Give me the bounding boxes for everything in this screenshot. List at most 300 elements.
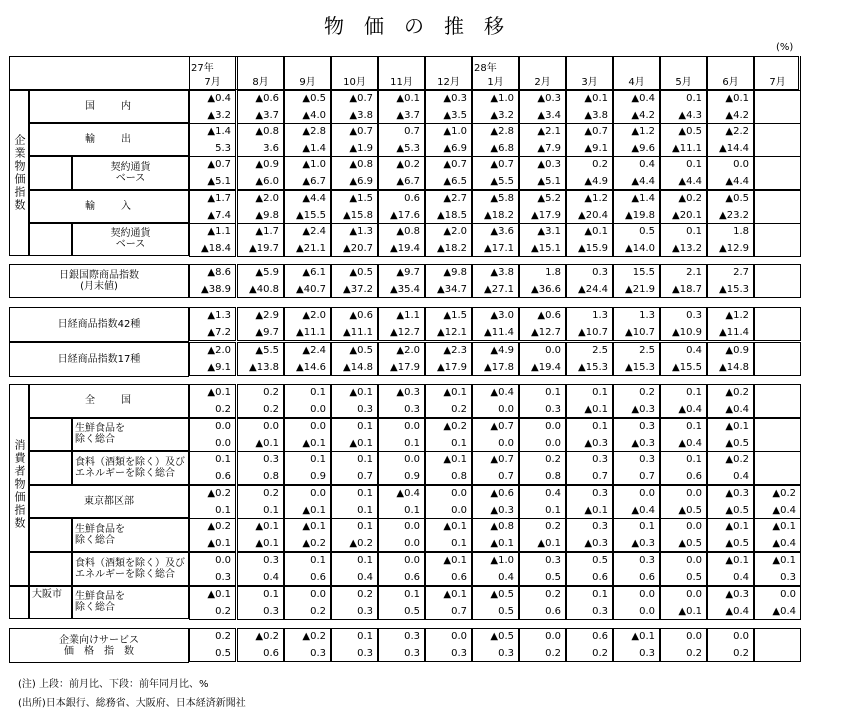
value-yoy: ▲0.3 — [490, 504, 514, 516]
value-mom: ▲0.5 — [678, 126, 702, 138]
month-header-8 — [519, 56, 566, 90]
value-yoy: 0.0 — [639, 605, 655, 617]
month-header-6 — [425, 56, 472, 90]
row-label-export: 輸 出 — [29, 123, 189, 156]
value-yoy: 0.0 — [498, 404, 514, 415]
value-mom: 0.0 — [686, 588, 702, 600]
value-yoy: ▲14.0 — [625, 242, 655, 254]
value-yoy: ▲0.4 — [725, 404, 749, 415]
value-mom: 0.3 — [639, 454, 655, 466]
value-mom: 0.3 — [686, 310, 702, 321]
value-mom: 0.0 — [780, 588, 796, 600]
value-mom: ▲2.0 — [207, 345, 231, 356]
value-mom: 0.1 — [686, 225, 702, 237]
value-mom: ▲0.5 — [490, 631, 514, 642]
value-mom: 0.1 — [357, 487, 373, 499]
month-label: 6月 — [722, 77, 739, 88]
value-mom: ▲0.7 — [584, 126, 608, 138]
value-yoy: 0.7 — [357, 471, 373, 483]
value-yoy: 0.3 — [263, 605, 279, 617]
value-yoy: ▲5.5 — [490, 176, 514, 188]
value-yoy: 0.5 — [686, 572, 702, 583]
value-mom: ▲1.4 — [207, 126, 231, 138]
value-yoy: ▲12.7 — [390, 327, 420, 338]
month-label: 12月 — [437, 77, 460, 88]
value-mom: ▲0.5 — [349, 267, 373, 278]
value-mom: ▲0.7 — [490, 420, 514, 432]
value-mom: ▲2.0 — [255, 192, 279, 204]
value-yoy: ▲9.7 — [255, 327, 279, 338]
value-yoy: ▲36.6 — [531, 284, 561, 295]
value-yoy: 3.6 — [263, 143, 279, 155]
value-mom: ▲1.3 — [349, 225, 373, 237]
value-yoy: ▲19.4 — [531, 362, 561, 373]
value-yoy: ▲0.5 — [725, 437, 749, 449]
value-mom: ▲1.3 — [207, 310, 231, 321]
value-yoy: 0.0 — [310, 404, 326, 415]
value-yoy: ▲0.1 — [678, 605, 702, 617]
value-yoy: ▲6.9 — [443, 143, 467, 155]
value-yoy: ▲11.4 — [719, 327, 749, 338]
value-yoy: 0.2 — [310, 605, 326, 617]
value-mom: ▲2.0 — [443, 225, 467, 237]
value-yoy: 0.1 — [451, 437, 467, 449]
row-label-nikkei17: 日経商品指数17種 — [9, 342, 189, 377]
value-mom: ▲0.6 — [255, 93, 279, 104]
value-yoy — [754, 173, 801, 190]
value-yoy: 0.2 — [263, 404, 279, 415]
value-mom: ▲0.6 — [490, 487, 514, 499]
value-mom: ▲2.0 — [302, 310, 326, 321]
value-mom: 0.1 — [686, 454, 702, 466]
value-yoy: ▲35.4 — [390, 284, 420, 295]
value-yoy: ▲3.7 — [255, 110, 279, 121]
row-label-tokyo: 東京都区部 — [29, 485, 189, 519]
value-yoy — [754, 107, 801, 124]
value-yoy: ▲0.5 — [678, 538, 702, 550]
value-yoy: ▲15.3 — [719, 284, 749, 295]
value-yoy: ▲3.8 — [349, 110, 373, 121]
value-yoy: ▲10.7 — [625, 327, 655, 338]
value-yoy: ▲4.3 — [678, 110, 702, 121]
month-header-2 — [237, 56, 284, 90]
value-yoy: 0.0 — [545, 437, 561, 449]
value-mom: 0.1 — [592, 588, 608, 600]
value-yoy: ▲27.1 — [484, 284, 514, 295]
value-mom: 0.0 — [215, 420, 231, 432]
value-yoy — [754, 468, 801, 485]
value-yoy: 0.2 — [545, 648, 561, 659]
value-yoy: ▲0.4 — [678, 437, 702, 449]
value-mom: ▲0.1 — [207, 387, 231, 398]
value-mom: 0.1 — [310, 555, 326, 566]
value-yoy: 0.6 — [263, 648, 279, 659]
value-mom: ▲1.1 — [207, 225, 231, 237]
value-yoy: 0.3 — [780, 572, 796, 583]
value-mom — [754, 90, 801, 107]
value-yoy: 0.1 — [404, 504, 420, 516]
value-mom: ▲0.3 — [443, 93, 467, 104]
value-mom: 0.2 — [263, 387, 279, 398]
value-mom: 0.0 — [404, 521, 420, 533]
value-yoy: ▲11.4 — [484, 327, 514, 338]
value-yoy: 0.2 — [592, 648, 608, 659]
value-yoy: 0.1 — [451, 538, 467, 550]
month-label: 7月 — [769, 77, 786, 88]
value-yoy: ▲17.9 — [437, 362, 467, 373]
value-mom: ▲0.5 — [349, 345, 373, 356]
value-mom: ▲3.1 — [537, 225, 561, 237]
value-mom: 0.1 — [404, 588, 420, 600]
value-yoy: ▲0.4 — [772, 538, 796, 550]
value-yoy: ▲7.2 — [207, 327, 231, 338]
value-mom — [754, 223, 801, 240]
value-yoy: ▲1.9 — [349, 143, 373, 155]
osaka-left-spacer — [9, 586, 29, 620]
value-yoy: ▲0.1 — [302, 437, 326, 449]
month-header-9 — [566, 56, 613, 90]
value-yoy: 0.2 — [733, 648, 749, 659]
value-mom: ▲0.6 — [349, 310, 373, 321]
value-yoy: ▲18.7 — [672, 284, 702, 295]
value-yoy: ▲24.4 — [578, 284, 608, 295]
value-mom: 0.3 — [592, 487, 608, 499]
value-mom: 0.0 — [215, 555, 231, 566]
value-mom: ▲0.3 — [725, 487, 749, 499]
note-source: (出所)日本銀行、総務省、大阪府、日本経済新聞社 — [18, 698, 246, 709]
value-yoy: ▲6.7 — [302, 176, 326, 188]
value-mom — [754, 307, 801, 324]
row-label-line: エネルギーを除く総合 — [75, 568, 175, 580]
value-mom: ▲2.2 — [725, 126, 749, 138]
value-mom: 0.6 — [404, 192, 420, 204]
value-yoy: ▲12.7 — [531, 327, 561, 338]
value-yoy: ▲15.5 — [672, 362, 702, 373]
value-mom: 2.7 — [733, 267, 749, 278]
month-label: 2月 — [534, 77, 551, 88]
value-yoy: ▲15.1 — [531, 242, 561, 254]
value-yoy: ▲0.1 — [255, 538, 279, 550]
value-yoy: ▲6.7 — [396, 176, 420, 188]
value-mom — [754, 190, 801, 207]
value-mom: 0.1 — [310, 387, 326, 398]
value-yoy: 0.7 — [592, 471, 608, 483]
value-mom: ▲0.1 — [584, 225, 608, 237]
value-yoy: ▲6.0 — [255, 176, 279, 188]
value-yoy: ▲19.4 — [390, 242, 420, 254]
value-yoy: 0.4 — [733, 471, 749, 483]
value-mom: ▲1.0 — [490, 93, 514, 104]
value-mom: ▲9.8 — [443, 267, 467, 278]
row-label-all: 全 国 — [29, 384, 189, 418]
value-mom: ▲0.4 — [207, 93, 231, 104]
section-label-corp: 企業物価指数 — [9, 90, 29, 256]
year-label: 28年 — [474, 63, 497, 74]
value-yoy: 0.3 — [357, 605, 373, 617]
value-yoy: 0.1 — [357, 504, 373, 516]
value-mom: 0.3 — [263, 454, 279, 466]
value-yoy: 0.7 — [639, 471, 655, 483]
row-label-line: 日銀国際商品指数 — [59, 270, 139, 281]
value-yoy: ▲14.8 — [719, 362, 749, 373]
value-mom: 0.0 — [404, 420, 420, 432]
value-mom: 0.1 — [310, 454, 326, 466]
month-label: 1月 — [487, 77, 504, 88]
month-header-13 — [754, 56, 801, 90]
value-yoy: ▲0.1 — [255, 437, 279, 449]
value-yoy: ▲13.2 — [672, 242, 702, 254]
value-mom: ▲8.6 — [207, 267, 231, 278]
value-yoy: ▲21.1 — [296, 242, 326, 254]
value-yoy: ▲17.8 — [484, 362, 514, 373]
value-mom: ▲0.5 — [725, 192, 749, 204]
row-label-line: 生鮮食品を — [75, 591, 125, 603]
indent-spacer — [29, 418, 72, 452]
value-yoy: ▲11.1 — [343, 327, 373, 338]
value-mom: ▲5.5 — [255, 345, 279, 356]
value-mom: ▲0.6 — [537, 310, 561, 321]
value-yoy: 0.5 — [404, 605, 420, 617]
value-mom: 0.1 — [357, 555, 373, 566]
value-mom — [754, 264, 801, 281]
value-mom: ▲0.3 — [537, 159, 561, 171]
row-label-fresh3 — [72, 586, 189, 620]
value-mom: 0.2 — [592, 159, 608, 171]
value-mom: ▲1.7 — [207, 192, 231, 204]
value-mom: 0.0 — [545, 345, 561, 356]
value-yoy: ▲5.1 — [207, 176, 231, 188]
row-label-line: 除く総合 — [75, 602, 115, 614]
value-yoy: ▲18.4 — [201, 242, 231, 254]
value-yoy: 0.3 — [357, 404, 373, 415]
row-label-line: 生鮮食品を — [75, 423, 125, 435]
value-mom: ▲2.4 — [302, 225, 326, 237]
value-yoy: 0.4 — [357, 572, 373, 583]
value-mom: 0.0 — [451, 487, 467, 499]
value-yoy: ▲15.8 — [343, 209, 373, 221]
row-label-nikkin — [9, 264, 189, 298]
value-yoy: 0.6 — [592, 572, 608, 583]
row-label-line: 除く総合 — [75, 535, 115, 547]
value-mom: 0.0 — [404, 454, 420, 466]
value-mom: ▲0.1 — [772, 555, 796, 566]
value-mom: 0.0 — [263, 420, 279, 432]
value-mom: ▲0.2 — [302, 631, 326, 642]
value-yoy: ▲0.1 — [302, 504, 326, 516]
value-mom: 0.3 — [639, 555, 655, 566]
row-label-fresh2 — [72, 518, 189, 552]
value-yoy: ▲0.5 — [725, 504, 749, 516]
value-mom: ▲0.1 — [772, 521, 796, 533]
value-yoy: ▲4.2 — [631, 110, 655, 121]
row-label-line: ベース — [115, 239, 146, 251]
value-yoy: ▲6.9 — [349, 176, 373, 188]
value-mom: ▲0.3 — [537, 93, 561, 104]
value-mom: ▲0.1 — [443, 387, 467, 398]
value-yoy: ▲37.2 — [343, 284, 373, 295]
value-yoy: 0.1 — [545, 504, 561, 516]
value-mom: ▲0.1 — [725, 555, 749, 566]
row-label-fresh1 — [72, 418, 189, 452]
value-mom: ▲0.5 — [302, 93, 326, 104]
row-label-services — [9, 628, 189, 663]
value-mom: ▲0.2 — [207, 521, 231, 533]
value-mom: 0.3 — [639, 420, 655, 432]
row-label-line: エネルギーを除く総合 — [75, 467, 175, 479]
value-yoy — [754, 324, 801, 341]
value-yoy — [754, 401, 801, 418]
value-mom: 0.5 — [592, 555, 608, 566]
year-label: 27年 — [191, 63, 214, 74]
value-yoy: 0.3 — [592, 605, 608, 617]
value-mom — [754, 628, 801, 645]
month-header-10 — [613, 56, 660, 90]
value-yoy: ▲10.7 — [578, 327, 608, 338]
value-yoy: ▲18.5 — [437, 209, 467, 221]
value-mom: 0.0 — [639, 588, 655, 600]
value-yoy: ▲0.4 — [725, 605, 749, 617]
value-yoy: 0.7 — [498, 471, 514, 483]
value-yoy: 0.9 — [310, 471, 326, 483]
value-yoy: ▲3.2 — [207, 110, 231, 121]
value-mom: 0.0 — [404, 555, 420, 566]
value-mom: 0.1 — [639, 521, 655, 533]
value-mom: 0.1 — [545, 387, 561, 398]
value-yoy: ▲0.2 — [302, 538, 326, 550]
value-mom: 0.0 — [733, 631, 749, 642]
value-yoy: 0.7 — [451, 605, 467, 617]
value-yoy: 0.3 — [639, 648, 655, 659]
value-yoy: 0.2 — [451, 404, 467, 415]
row-label-osaka: 大阪市 — [29, 586, 72, 620]
value-yoy — [754, 281, 801, 298]
value-yoy: 0.3 — [451, 648, 467, 659]
value-mom: ▲1.5 — [349, 192, 373, 204]
value-yoy — [754, 207, 801, 224]
value-mom: ▲0.2 — [443, 420, 467, 432]
value-yoy: 0.1 — [263, 504, 279, 516]
value-yoy: 0.3 — [404, 404, 420, 415]
value-yoy: ▲18.2 — [484, 209, 514, 221]
value-mom: ▲2.8 — [490, 126, 514, 138]
row-label-line: (月末値) — [80, 281, 118, 292]
value-yoy: ▲0.1 — [584, 504, 608, 516]
value-mom: 0.1 — [357, 420, 373, 432]
row-label-import: 輸 入 — [29, 190, 189, 223]
value-yoy: ▲11.1 — [296, 327, 326, 338]
value-mom: 0.5 — [639, 225, 655, 237]
value-yoy: 0.6 — [215, 471, 231, 483]
value-yoy: ▲3.8 — [584, 110, 608, 121]
value-mom: ▲4.4 — [302, 192, 326, 204]
value-yoy: ▲0.1 — [490, 538, 514, 550]
value-mom: ▲1.0 — [302, 159, 326, 171]
value-mom: ▲0.7 — [349, 93, 373, 104]
value-yoy: 0.5 — [545, 572, 561, 583]
row-label-energy2 — [72, 552, 189, 586]
value-yoy: ▲17.6 — [390, 209, 420, 221]
row-label-line: ベース — [115, 172, 146, 184]
value-mom: ▲0.8 — [255, 126, 279, 138]
value-mom: 0.0 — [310, 588, 326, 600]
month-label: 4月 — [628, 77, 645, 88]
value-mom: ▲0.2 — [207, 487, 231, 499]
value-mom: ▲1.0 — [443, 126, 467, 138]
value-yoy — [754, 645, 801, 662]
value-yoy: ▲0.5 — [725, 538, 749, 550]
value-mom: 0.1 — [686, 159, 702, 171]
unit-label: (%) — [776, 42, 794, 53]
value-mom: 0.3 — [545, 555, 561, 566]
note-legend: (注) 上段：前月比、下段：前年同月比、% — [18, 679, 209, 690]
value-yoy: ▲23.2 — [719, 209, 749, 221]
value-yoy: ▲20.7 — [343, 242, 373, 254]
value-yoy: ▲9.6 — [631, 143, 655, 155]
row-label-line: 除く総合 — [75, 434, 115, 446]
value-mom: 0.2 — [357, 588, 373, 600]
value-mom: 0.0 — [545, 631, 561, 642]
indent-spacer — [29, 223, 72, 256]
value-mom — [754, 123, 801, 140]
value-mom — [754, 342, 801, 359]
value-mom: 0.4 — [545, 487, 561, 499]
value-yoy: 0.3 — [357, 648, 373, 659]
value-mom: 2.5 — [639, 345, 655, 356]
value-mom: ▲0.8 — [396, 225, 420, 237]
value-mom: 0.1 — [357, 454, 373, 466]
value-yoy: 0.4 — [498, 572, 514, 583]
value-yoy: 0.8 — [263, 471, 279, 483]
value-yoy: ▲40.7 — [296, 284, 326, 295]
month-label: 5月 — [675, 77, 692, 88]
value-yoy: 0.6 — [545, 605, 561, 617]
value-mom: ▲3.0 — [490, 310, 514, 321]
month-header-4 — [331, 56, 378, 90]
value-yoy: ▲34.7 — [437, 284, 467, 295]
value-mom: ▲0.1 — [725, 521, 749, 533]
value-yoy: ▲17.9 — [531, 209, 561, 221]
value-yoy: 0.0 — [451, 504, 467, 516]
value-mom: ▲0.7 — [349, 126, 373, 138]
value-mom: 0.4 — [686, 345, 702, 356]
value-yoy: ▲0.3 — [631, 538, 655, 550]
value-mom: ▲3.6 — [490, 225, 514, 237]
value-mom: ▲2.3 — [443, 345, 467, 356]
value-yoy: ▲0.4 — [678, 404, 702, 415]
value-yoy: 0.6 — [639, 572, 655, 583]
value-mom: ▲0.7 — [490, 159, 514, 171]
value-mom: ▲0.1 — [584, 93, 608, 104]
value-mom: 0.1 — [215, 454, 231, 466]
value-yoy: ▲0.5 — [678, 504, 702, 516]
value-yoy: ▲15.3 — [578, 362, 608, 373]
value-mom: ▲2.9 — [255, 310, 279, 321]
value-yoy: 0.8 — [545, 471, 561, 483]
value-mom: ▲2.1 — [537, 126, 561, 138]
page-title: 物価の推移 — [324, 14, 524, 38]
value-yoy: ▲10.9 — [672, 327, 702, 338]
value-mom — [754, 418, 801, 435]
value-mom: 0.0 — [686, 555, 702, 566]
value-yoy: ▲4.0 — [302, 110, 326, 121]
value-mom: ▲0.2 — [772, 487, 796, 499]
row-label-line: 契約通貨 — [110, 228, 151, 240]
month-label: 8月 — [252, 77, 269, 88]
value-yoy: 0.3 — [545, 404, 561, 415]
value-yoy: ▲0.4 — [772, 605, 796, 617]
value-mom: ▲0.1 — [725, 420, 749, 432]
month-label: 11月 — [390, 77, 413, 88]
